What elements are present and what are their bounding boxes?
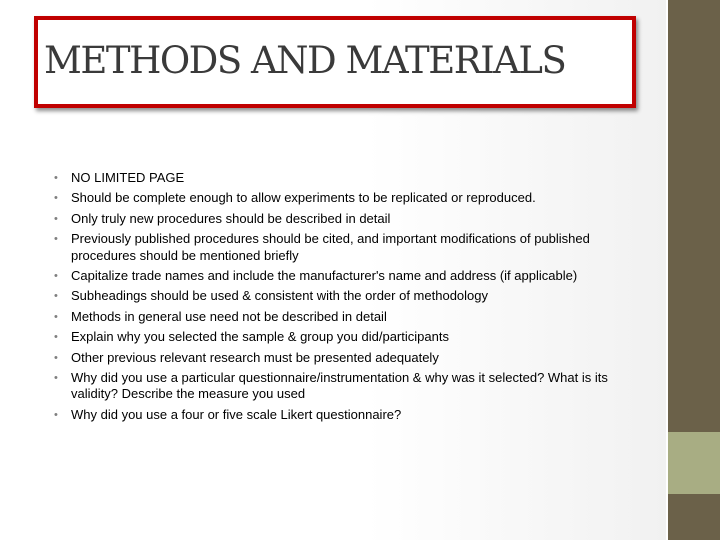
list-item	[54, 170, 639, 186]
list-item-text: Only truly new procedures should be described in detail	[71, 210, 391, 226]
list-item	[54, 309, 639, 325]
list-item-text: Why did you use a particular questionnaire/instrumentation & why was it selected? What is its validity? Describe the measure you used	[71, 370, 608, 402]
list-item-text: Subheadings should be used & consistent with the order of methodology	[71, 288, 488, 304]
list-item	[54, 268, 639, 284]
bullet-icon: •	[54, 290, 58, 303]
list-item	[54, 190, 639, 206]
bullet-icon: •	[54, 351, 58, 364]
bullet-icon: •	[54, 408, 58, 421]
list-item	[54, 407, 639, 423]
list-item	[54, 211, 639, 227]
list-item-text: Previously published procedures should be cited, and important modifications of published procedures should be mentioned briefly	[71, 231, 590, 263]
bullet-icon: •	[54, 310, 58, 323]
list-item	[54, 370, 639, 403]
list-item-text: Why did you use a four or five scale Likert questionnaire?	[71, 406, 402, 422]
list-item	[54, 231, 639, 264]
list-item-text: NO LIMITED PAGE	[71, 170, 185, 185]
list-item	[54, 329, 639, 345]
side-accent-block	[668, 432, 720, 494]
list-item-text: Other previous relevant research must be presented adequately	[71, 349, 439, 365]
list-item-text: Should be complete enough to allow experiments to be replicated or reproduced.	[71, 190, 536, 206]
bullet-icon: •	[54, 331, 58, 344]
list-item	[54, 350, 639, 366]
list-item-text: Explain why you selected the sample & group you did/participants	[71, 329, 449, 345]
list-item-text: Methods in general use need not be described in detail	[71, 308, 387, 324]
bullet-icon: •	[54, 270, 58, 283]
bullet-icon: •	[54, 212, 58, 225]
bullet-icon: •	[54, 192, 58, 205]
slide-title: METHODS AND MATERIALS	[44, 39, 566, 82]
list-item	[54, 288, 639, 304]
bullet-icon: •	[54, 372, 58, 385]
bullet-icon: •	[54, 233, 58, 246]
bullet-list	[54, 170, 639, 427]
bullet-icon: •	[54, 172, 58, 184]
list-item-text: Capitalize trade names and include the manufacturer's name and address (if applicable)	[71, 268, 578, 284]
